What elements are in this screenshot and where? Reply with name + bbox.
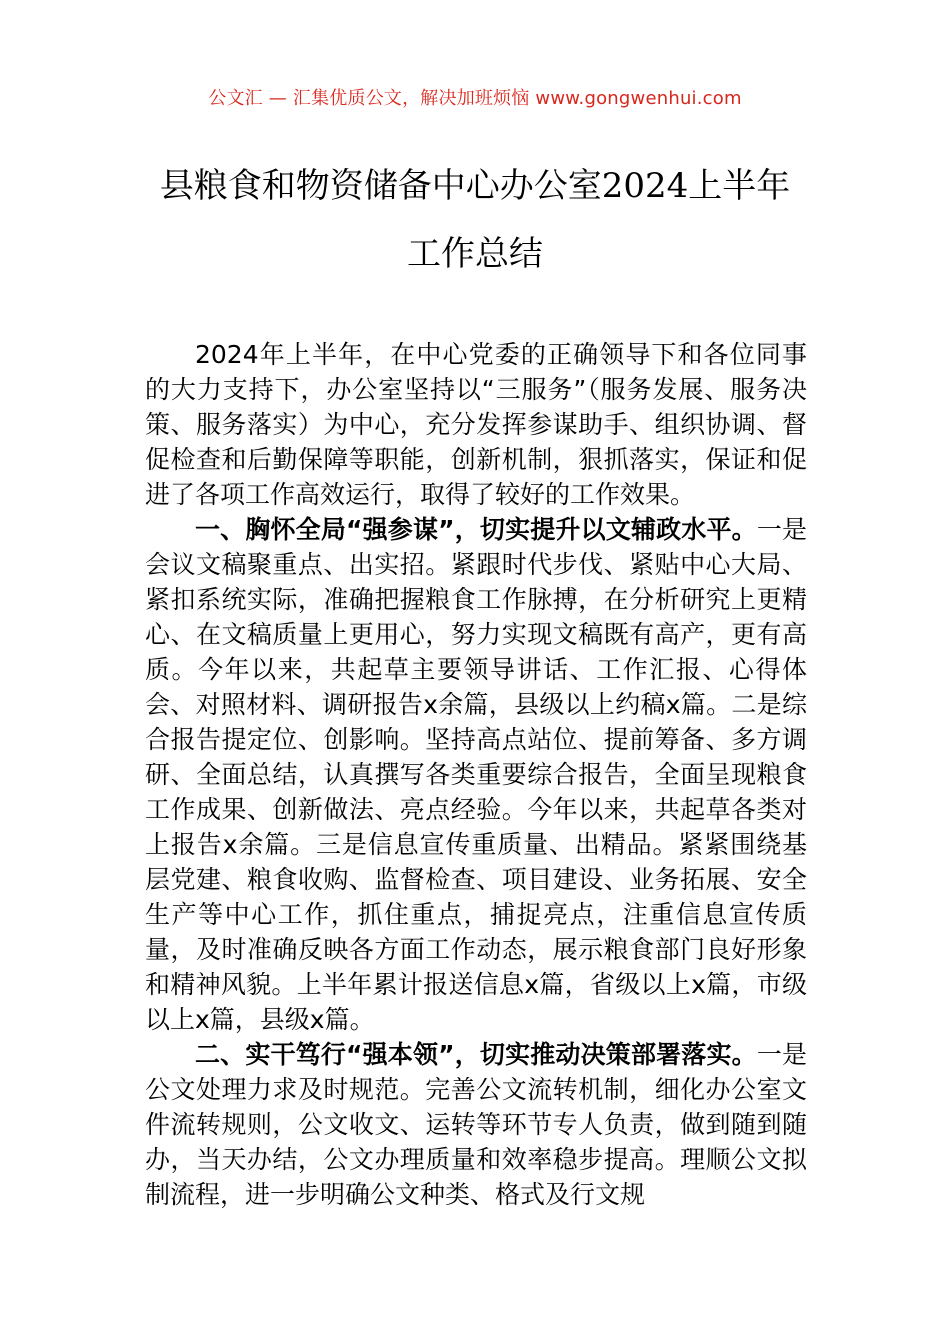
site-banner: 公文汇 — 汇集优质公文，解决加班烦恼 www.gongwenhui.com — [208, 88, 742, 109]
section-1-heading: 一、胸怀全局“强参谋”，切实提升以文辅政水平。 — [195, 515, 757, 544]
paragraph-section-2 — [145, 1037, 807, 1212]
paragraph-section-1 — [145, 512, 807, 1037]
section-2-body: 一是公文处理力求及时规范。完善公文流转机制，细化办公室文件流转规则，公文收文、运转等环节专人负责，做到随到随办，当天办结，公文办理质量和效率稳步提高。理顺公文拟制流程，进一步明确公文种类、格式及行文规 — [145, 1040, 807, 1209]
document-body — [145, 337, 807, 1212]
section-1-body: 一是会议文稿聚重点、出实招。紧跟时代步伐、紧贴中心大局、紧扣系统实际，准确把握粮食工作脉搏，在分析研究上更精心、在文稿质量上更用心，努力实现文稿既有高产，更有高质。今年以来，共起草主要领导讲话、工作汇报、心得体会、对照材料、调研报告x余篇，县级以上约稿x篇。二是综合报告提定位、创影响。坚持高点站位、提前筹备、多方调研、全面总结，认真撰写各类重要综合报告，全面呈现粮食工作成果、创新做法、亮点经验。今年以来，共起草各类对上报告x余篇。三是信息宣传重质量、出精品。紧紧围绕基层党建、粮食收购、监督检查、项目建设、业务拓展、安全生产等中心工作，抓住重点，捕捉亮点，注重信息宣传质量，及时准确反映各方面工作动态，展示粮食部门良好形象和精神风貌。上半年累计报送信息x篇，省级以上x篇，市级以上x篇，县级x篇。 — [145, 515, 807, 1034]
paragraph-intro: 2024年上半年，在中心党委的正确领导下和各位同事的大力支持下，办公室坚持以“三服务”（服务发展、服务决策、服务落实）为中心，充分发挥参谋助手、组织协调、督促检查和后勤保障等职能，创新机制，狠抓落实，保证和促进了各项工作高效运行，取得了较好的工作效果。 — [145, 340, 807, 509]
section-2-heading: 二、实干笃行“强本领”，切实推动决策部署落实。 — [195, 1040, 757, 1069]
document-title: 县粮食和物资储备中心办公室2024上半年工作总结 — [159, 166, 791, 274]
